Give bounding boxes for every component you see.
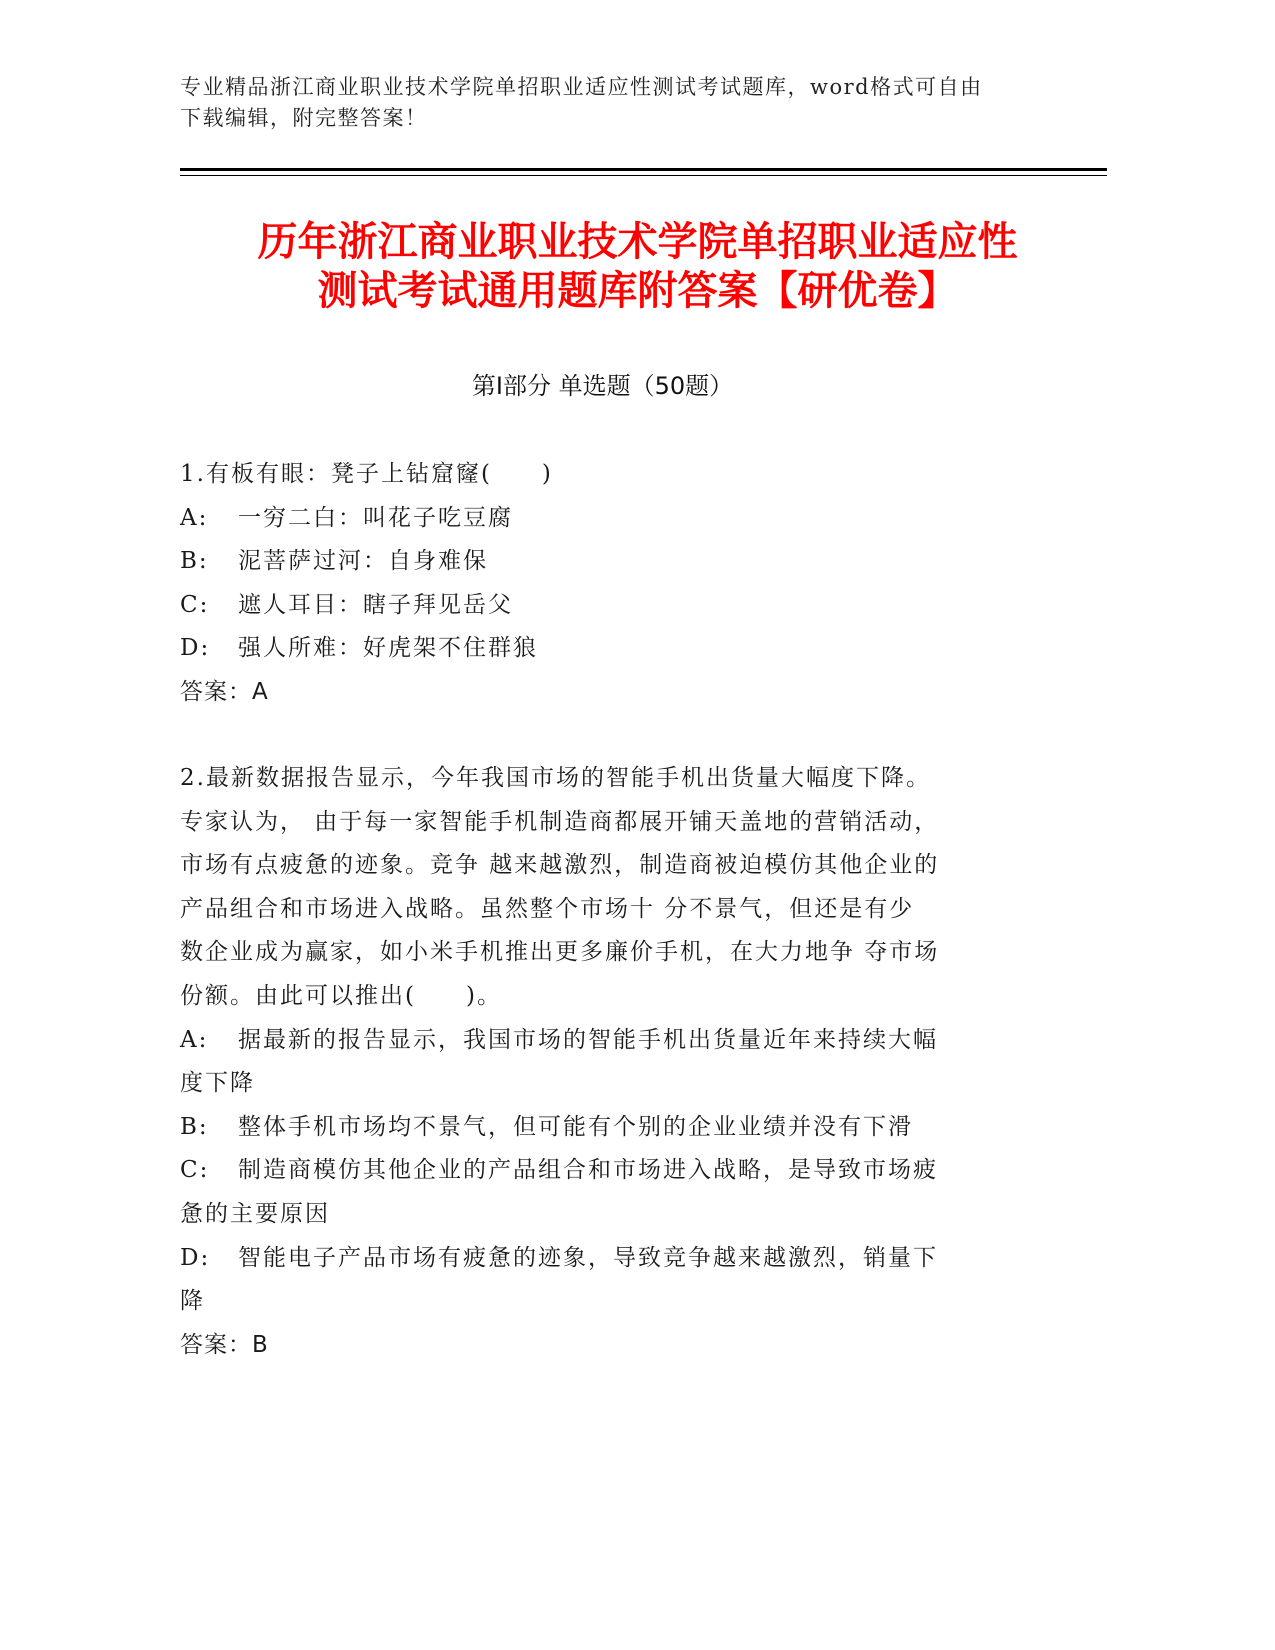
question-stem-line: 市场有点疲惫的迹象。竞争 越来越激烈，制造商被迫模仿其他企业的	[180, 852, 940, 879]
option-text: 一穷二白：叫花子吃豆腐	[238, 504, 513, 531]
header-divider-thick	[180, 168, 1107, 171]
option-text: 据最新的报告显示，我国市场的智能手机出货量近年来持续大幅	[238, 1026, 938, 1053]
option-text: 泥菩萨过河：自身难保	[238, 548, 488, 575]
option-label: C:	[180, 591, 210, 618]
question-stem-line: 专家认为， 由于每一家智能手机制造商都展开铺天盖地的营销活动，	[180, 808, 940, 835]
question-stem: 1.有板有眼：凳子上钻窟窿( )	[180, 461, 553, 487]
option-label: B:	[180, 548, 209, 575]
option-continuation: 度下降	[180, 1070, 255, 1097]
question-stem-line: 份额。由此可以推出( )。	[180, 982, 502, 1009]
answer-line: 答案：B	[180, 1331, 269, 1358]
option-text: 整体手机市场均不景气，但可能有个别的企业业绩并没有下滑	[238, 1113, 913, 1140]
option-c	[180, 1149, 1030, 1193]
question-2	[180, 757, 1030, 1367]
question-stem-line: 2.最新数据报告显示，今年我国市场的智能手机出货量大幅度下降。	[180, 765, 931, 791]
header-note-line: 下载编辑，附完整答案！	[180, 106, 428, 130]
option-a	[180, 497, 1030, 541]
option-label: B:	[180, 1113, 209, 1140]
title-line: 历年浙江商业职业技术学院单招职业适应性	[257, 219, 1018, 265]
question-stem-line: 数企业成为赢家，如小米手机推出更多廉价手机，在大力地争 夺市场	[180, 939, 940, 966]
option-b	[180, 540, 1030, 584]
option-label: D:	[180, 1244, 211, 1271]
option-b	[180, 1106, 1030, 1150]
document-title	[150, 218, 1125, 316]
option-continuation: 惫的主要原因	[180, 1200, 330, 1227]
option-text: 智能电子产品市场有疲惫的迹象，导致竞争越来越激烈，销量下	[238, 1244, 938, 1271]
header-divider-thin	[180, 175, 1107, 176]
option-text: 制造商模仿其他企业的产品组合和市场进入战略，是导致市场疲	[238, 1157, 938, 1184]
option-c	[180, 584, 1030, 628]
option-text: 强人所难：好虎架不住群狼	[238, 635, 538, 662]
option-label: C:	[180, 1157, 210, 1184]
option-a	[180, 1019, 1030, 1063]
option-label: A:	[180, 504, 209, 531]
header-note	[180, 72, 1060, 134]
option-d	[180, 627, 1030, 671]
section-title: 第Ⅰ部分 单选题（50题）	[471, 372, 734, 400]
title-line: 测试考试通用题库附答案【研优卷】	[317, 268, 958, 314]
question-stem-line: 产品组合和市场进入战略。虽然整个市场十 分不景气，但还是有少	[180, 895, 915, 922]
header-note-line: 专业精品浙江商业职业技术学院单招职业适应性测试考试题库，word格式可自由	[180, 75, 983, 99]
option-label: D:	[180, 635, 211, 662]
option-label: A:	[180, 1026, 209, 1053]
option-text: 遮人耳目：瞎子拜见岳父	[238, 591, 513, 618]
answer-line: 答案：A	[180, 678, 269, 705]
question-1	[180, 453, 1030, 715]
option-d	[180, 1237, 1030, 1281]
option-continuation: 降	[180, 1288, 205, 1315]
